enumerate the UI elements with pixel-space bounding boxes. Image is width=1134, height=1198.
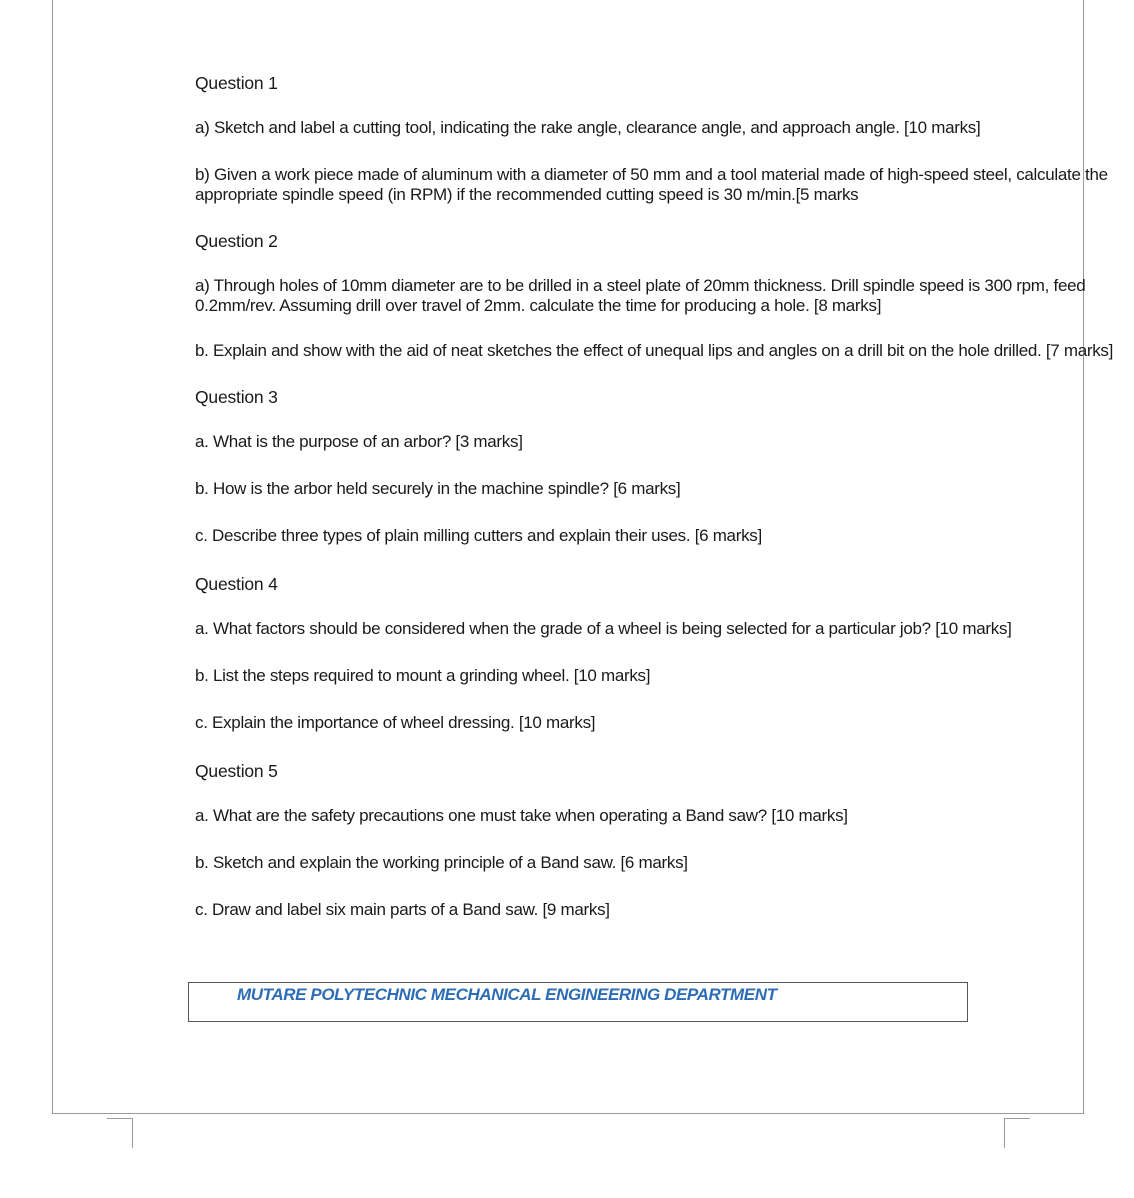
question-list [195, 72, 1130, 947]
question-3 [195, 386, 1130, 546]
margin-corner-mark-right [1004, 1118, 1030, 1148]
document-page [52, 0, 1114, 1114]
question-item: c. Draw and label six main parts of a Band saw. [9 marks] [195, 900, 610, 919]
question-4 [195, 573, 1130, 733]
question-item: a. What is the purpose of an arbor? [3 marks] [195, 432, 523, 451]
margin-corner-mark-left [107, 1118, 133, 1148]
question-item: b. Explain and show with the aid of neat sketches the effect of unequal lips and angles on a drill bit on the hole drilled. [7 marks] [195, 341, 1114, 360]
question-item: a. What factors should be considered when the grade of a wheel is being selected for a particular job? [10 marks] [195, 619, 1012, 638]
department-name: MUTARE POLYTECHNIC MECHANICAL ENGINEERING DEPARTMENT [237, 985, 777, 1004]
question-item: c. Explain the importance of wheel dressing. [10 marks] [195, 713, 596, 732]
question-item: a) Through holes of 10mm diameter are to be drilled in a steel plate of 20mm thickness. Drill spindle speed is 300 rpm, feed 0.2mm/rev. Assuming drill over travel of 2mm. calculate the time for producing a hole. [8 marks] [195, 276, 1086, 315]
question-heading: Question 4 [195, 574, 278, 594]
question-item: b. List the steps required to mount a grinding wheel. [10 marks] [195, 666, 651, 685]
question-heading: Question 2 [195, 231, 278, 251]
question-heading: Question 1 [195, 73, 278, 93]
question-5 [195, 760, 1130, 920]
question-2 [195, 230, 1130, 361]
question-heading: Question 5 [195, 761, 278, 781]
question-item: a) Sketch and label a cutting tool, indicating the rake angle, clearance angle, and approach angle. [10 marks] [195, 118, 981, 137]
question-item: a. What are the safety precautions one must take when operating a Band saw? [10 marks] [195, 806, 848, 825]
department-footer-box [188, 982, 968, 1022]
question-1 [195, 72, 1130, 205]
question-item: c. Describe three types of plain milling cutters and explain their uses. [6 marks] [195, 526, 762, 545]
question-item: b) Given a work piece made of aluminum with a diameter of 50 mm and a tool material made of high-speed steel, calculate the appropriate spindle speed (in RPM) if the recommended cutting speed is 30 m/min.[5 marks [195, 165, 1108, 204]
question-heading: Question 3 [195, 387, 278, 407]
question-item: b. How is the arbor held securely in the machine spindle? [6 marks] [195, 479, 681, 498]
question-item: b. Sketch and explain the working principle of a Band saw. [6 marks] [195, 853, 688, 872]
